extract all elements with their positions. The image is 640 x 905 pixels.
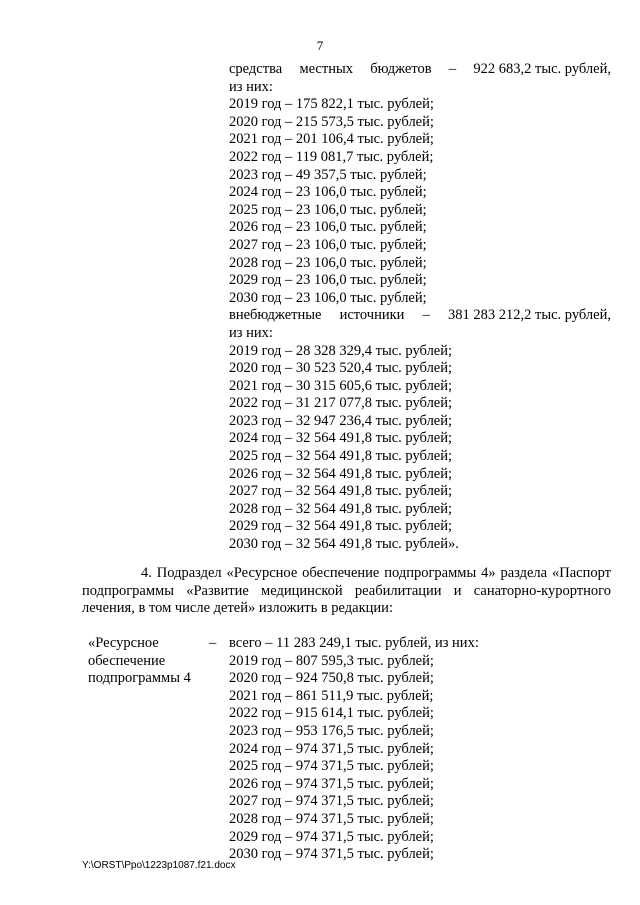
year-line: 2023 год – 49 357,5 тыс. рублей;: [229, 166, 427, 183]
year-line: 2021 год – 861 511,9 тыс. рублей;: [229, 687, 434, 704]
year-line: 2019 год – 175 822,1 тыс. рублей;: [229, 96, 434, 113]
year-line: 2024 год – 23 106,0 тыс. рублей;: [229, 184, 427, 201]
year-line: 2020 год – 215 573,5 тыс. рублей;: [229, 113, 434, 130]
year-line: 2024 год – 32 564 491,8 тыс. рублей;: [229, 430, 453, 447]
year-line: 2019 год – 807 595,3 тыс. рублей;: [229, 652, 434, 669]
local-budget-header: средства местных бюджетов – 922 683,2 тыс. рублей,: [229, 61, 611, 77]
year-line: 2027 год – 974 371,5 тыс. рублей;: [229, 793, 434, 810]
year-line: 2021 год – 30 315 605,6 тыс. рублей;: [229, 377, 453, 394]
paragraph-first-line: 4. Подраздел «Ресурсное обеспечение подпрограммы 4» раздела «Паспорт: [141, 565, 611, 581]
year-line: 2028 год – 23 106,0 тыс. рублей;: [229, 254, 427, 271]
year-line: 2022 год – 31 217 077,8 тыс. рублей;: [229, 395, 453, 412]
year-line: 2022 год – 119 081,7 тыс. рублей;: [229, 148, 434, 165]
year-line: 2028 год – 974 371,5 тыс. рублей;: [229, 810, 434, 827]
subprogram-dash: –: [209, 635, 217, 651]
year-line: 2020 год – 924 750,8 тыс. рублей;: [229, 670, 434, 687]
amendment-paragraph: [82, 565, 611, 618]
page-number: 7: [316, 38, 324, 53]
paragraph-rest: подпрограммы «Развитие медицинской реабилитации и санаторно-курортного лечения, в том числе детей» изложить в редакции:: [82, 582, 611, 617]
year-line: 2029 год – 974 371,5 тыс. рублей;: [229, 828, 434, 845]
year-line: 2022 год – 915 614,1 тыс. рублей;: [229, 705, 434, 722]
year-line: 2025 год – 23 106,0 тыс. рублей;: [229, 201, 427, 218]
year-line: 2023 год – 32 947 236,4 тыс. рублей;: [229, 412, 453, 429]
year-line: 2026 год – 23 106,0 тыс. рублей;: [229, 219, 427, 236]
year-line: 2029 год – 23 106,0 тыс. рублей;: [229, 272, 427, 289]
year-line: 2027 год – 23 106,0 тыс. рублей;: [229, 236, 427, 253]
year-line: 2025 год – 32 564 491,8 тыс. рублей;: [229, 448, 453, 465]
year-line: 2020 год – 30 523 520,4 тыс. рублей;: [229, 360, 453, 377]
year-line: 2027 год – 32 564 491,8 тыс. рублей;: [229, 483, 453, 500]
subprogram-label: «Ресурсное обеспечение подпрограммы 4: [88, 635, 191, 687]
local-budget-block: [229, 61, 611, 554]
year-line: 2019 год – 28 328 329,4 тыс. рублей;: [229, 342, 453, 359]
year-line: 2023 год – 953 176,5 тыс. рублей;: [229, 722, 434, 739]
year-line: 2028 год – 32 564 491,8 тыс. рублей;: [229, 500, 453, 517]
subprogram-total: всего – 11 283 249,1 тыс. рублей, из них:: [229, 635, 479, 651]
file-path-footer: Y:\ORST\Ppo\1223p1087.f21.docx: [82, 860, 236, 871]
year-line: 2021 год – 201 106,4 тыс. рублей;: [229, 131, 434, 148]
year-line: 2024 год – 974 371,5 тыс. рублей;: [229, 740, 434, 757]
year-line: 2029 год – 32 564 491,8 тыс. рублей;: [229, 518, 453, 535]
extrabudget-header: внебюджетные источники – 381 283 212,2 тыс. рублей,: [229, 307, 611, 324]
year-line: 2026 год – 32 564 491,8 тыс. рублей;: [229, 465, 453, 482]
year-line: 2030 год – 974 371,5 тыс. рублей;: [229, 846, 434, 863]
local-budget-sub: из них:: [229, 78, 273, 95]
subprogram-block: [229, 635, 611, 864]
year-line: 2030 год – 32 564 491,8 тыс. рублей».: [229, 536, 459, 553]
year-line: 2030 год – 23 106,0 тыс. рублей;: [229, 289, 427, 306]
extrabudget-sub: из них:: [229, 324, 273, 341]
year-line: 2025 год – 974 371,5 тыс. рублей;: [229, 758, 434, 775]
year-line: 2026 год – 974 371,5 тыс. рублей;: [229, 775, 434, 792]
